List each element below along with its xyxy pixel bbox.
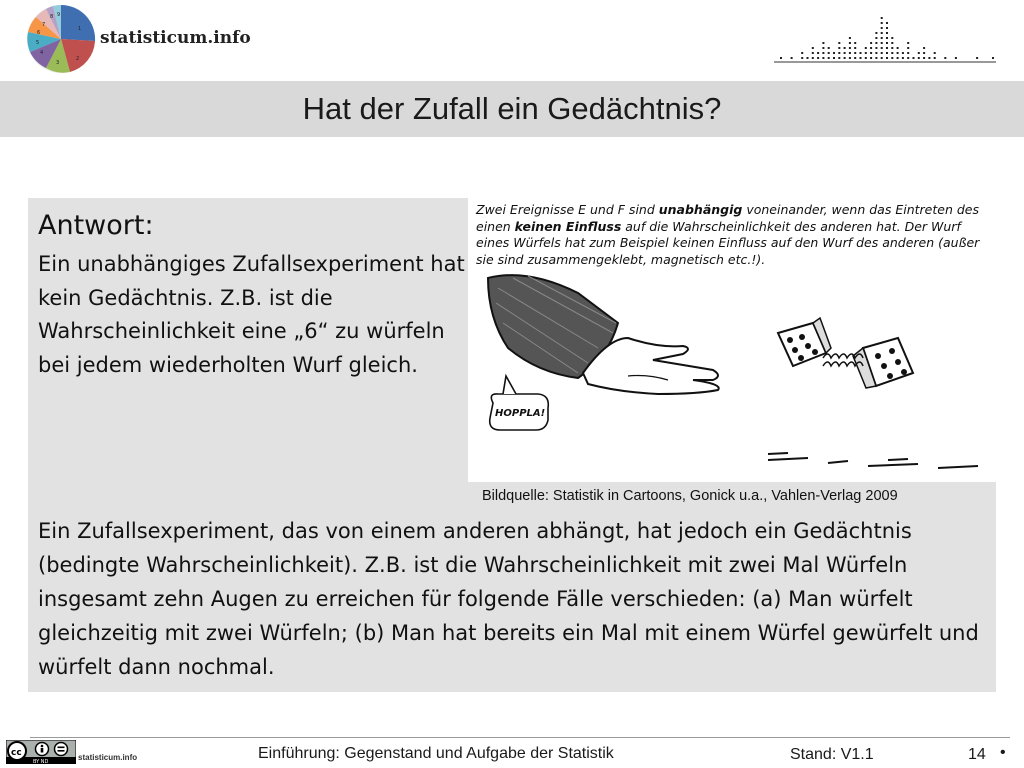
dotplot-dot: [886, 22, 888, 24]
cartoon-caption: Zwei Ereignisse E und F sind unabhängig voneinander, wenn das Eintreten des einen keinen Einfluss auf die Wahrscheinlichkeit des anderen hat. Der Wurf eines Würfels hat zum Beispiel keinen Einfluss auf den Wurf des anderen (außer sie sind zusammengeklebt, magnetisch etc.!).: [476, 202, 980, 267]
dotplot-dot: [897, 47, 899, 49]
table-strokes: [768, 453, 978, 468]
dotplot-dot: [881, 57, 883, 59]
dotplot-dot: [881, 52, 883, 54]
dotplot-dot: [875, 47, 877, 49]
answer-text: Ein unabhängiges Zufallsexperiment hat kein Gedächtnis. Z.B. ist die Wahrscheinlichkeit eine „6“ zu würfeln bei jedem wiederholten Wurf gleich.: [38, 252, 465, 377]
dotplot-dot: [870, 42, 872, 44]
dotplot-dot: [992, 57, 994, 59]
dotplot-dot: [844, 57, 846, 59]
dotplot-dot: [891, 37, 893, 39]
pie-label: 5: [36, 40, 40, 46]
dotplot-dot: [828, 47, 830, 49]
dotplot-dot: [865, 57, 867, 59]
dotplot-dot: [886, 42, 888, 44]
logo-pie-chart: [26, 4, 96, 74]
nd-icon: [55, 743, 68, 756]
footer-site-name: statisticum.info: [78, 753, 138, 762]
dotplot-dot: [870, 47, 872, 49]
dotplot-dot: [891, 57, 893, 59]
dotplot-dot: [881, 17, 883, 19]
footer-title: Einführung: Gegenstand und Aufgabe der Statistik: [258, 745, 614, 762]
dotplot-dot: [801, 57, 803, 59]
dotplot-dot: [875, 32, 877, 34]
footer-divider: [30, 737, 1010, 738]
paragraph-conditional: Ein Zufallsexperiment, das von einem anderen abhängt, hat jedoch ein Gedächtnis (bedingte Wahrscheinlichkeit). Z.B. ist die Wahrscheinlichkeit mit zwei Mal Würfeln insgesamt zehn Augen zu erreichen für folgende Fälle verschieden: (a) Man würfelt gleichzeitig mit zwei Würfeln; (b) Man hat bereits ein Mal mit einem Würfel gewürfelt und würfelt dann nochmal.: [38, 519, 979, 679]
dotplot-dot: [860, 57, 862, 59]
dotplot-dot: [886, 52, 888, 54]
dotplot-dot: [833, 52, 835, 54]
pie-label: 2: [76, 56, 80, 62]
dotplot-dot: [891, 47, 893, 49]
dotplot-dot: [875, 52, 877, 54]
site-logo-text: statisticum.info: [100, 28, 251, 48]
dotplot-dot: [955, 57, 957, 59]
dotplot-dot: [928, 57, 930, 59]
dotplot-dot: [881, 32, 883, 34]
dotplot-dot: [833, 57, 835, 59]
dice-drawing: [778, 318, 913, 388]
answer-heading: Antwort:: [38, 210, 154, 241]
dotplot-dot: [854, 57, 856, 59]
dotplot-dot: [807, 57, 809, 59]
dotplot-dot: [886, 37, 888, 39]
dotplot-dot: [886, 32, 888, 34]
dotplot-dot: [913, 57, 915, 59]
dotplot-dot: [923, 52, 925, 54]
speech-text: HOPPLA!: [495, 408, 546, 419]
dotplot-decoration: [770, 8, 1000, 68]
dotplot-dot: [801, 52, 803, 54]
page-number: 14: [968, 746, 986, 763]
dotplot-dot: [849, 57, 851, 59]
license-text: BY ND: [33, 759, 49, 764]
dotplot-dot: [822, 42, 824, 44]
footer-bullet: •: [1000, 744, 1006, 761]
dotplot-dot: [812, 57, 814, 59]
dotplot-dot: [907, 42, 909, 44]
dotplot-dot: [854, 42, 856, 44]
dotplot-dot: [918, 57, 920, 59]
dotplot-dot: [838, 52, 840, 54]
pie-label: 3: [56, 60, 60, 66]
pie-slice: [61, 5, 95, 41]
dotplot-dot: [875, 42, 877, 44]
dotplot-dot: [923, 57, 925, 59]
dotplot-dot: [812, 52, 814, 54]
dotplot-dot: [923, 47, 925, 49]
pie-label: 7: [42, 22, 46, 28]
dotplot-dot: [976, 57, 978, 59]
dotplot-dot: [844, 47, 846, 49]
dotplot-dot: [828, 57, 830, 59]
dotplot-dot: [860, 52, 862, 54]
dotplot-dot: [881, 42, 883, 44]
dotplot-dot: [934, 57, 936, 59]
cartoon-image: [468, 198, 996, 482]
dotplot-dot: [886, 57, 888, 59]
dotplot-dot: [881, 37, 883, 39]
dotplot-dot: [854, 52, 856, 54]
dotplot-dot: [891, 42, 893, 44]
dotplot-dot: [849, 52, 851, 54]
dotplot-dot: [780, 57, 782, 59]
dotplot-dot: [897, 52, 899, 54]
dotplot-dot: [934, 52, 936, 54]
dotplot-dot: [902, 52, 904, 54]
pie-label: 1: [78, 26, 82, 32]
dotplot-dot: [844, 52, 846, 54]
cc-license-badge: [6, 740, 76, 764]
pie-label: 4: [40, 50, 44, 56]
dotplot-dot: [865, 47, 867, 49]
dotplot-dot: [828, 52, 830, 54]
dotplot-dot: [849, 37, 851, 39]
dotplot-dot: [822, 47, 824, 49]
dotplot-dot: [907, 57, 909, 59]
dotplot-dot: [838, 57, 840, 59]
dotplot-dot: [897, 57, 899, 59]
dotplot-dot: [902, 57, 904, 59]
dotplot-dot: [812, 47, 814, 49]
dotplot-dot: [881, 27, 883, 29]
dotplot-dot: [944, 57, 946, 59]
cartoon-drawing: [468, 198, 996, 482]
dotplot-dot: [886, 47, 888, 49]
dotplot-dot: [838, 47, 840, 49]
dotplot-dot: [886, 27, 888, 29]
dotplot-dot: [918, 52, 920, 54]
dotplot-dot: [822, 57, 824, 59]
dotplot-dot: [870, 57, 872, 59]
dotplot-dot: [875, 57, 877, 59]
dotplot-dot: [838, 42, 840, 44]
dotplot-dot: [849, 47, 851, 49]
dotplot-dot: [907, 47, 909, 49]
dotplot-dot: [854, 47, 856, 49]
pie-label: 6: [37, 30, 41, 36]
slide-title: Hat der Zufall ein Gedächtnis?: [302, 91, 722, 126]
dotplot-dot: [817, 57, 819, 59]
dotplot-dot: [817, 52, 819, 54]
pie-label: 8: [50, 14, 54, 20]
pie-label: 9: [57, 12, 61, 18]
dotplot-dot: [881, 47, 883, 49]
dotplot-dot: [870, 52, 872, 54]
svg-text:cc: cc: [11, 748, 22, 758]
dotplot-dot: [875, 37, 877, 39]
dotplot-dot: [865, 52, 867, 54]
footer-version: Stand: V1.1: [790, 746, 874, 763]
dotplot-dot: [907, 52, 909, 54]
dotplot-dot: [891, 52, 893, 54]
dotplot-dot: [849, 42, 851, 44]
dotplot-dot: [791, 57, 793, 59]
image-credit: Bildquelle: Statistik in Cartoons, Gonick u.a., Vahlen-Verlag 2009: [482, 488, 898, 504]
dotplot-dot: [881, 22, 883, 24]
dotplot-dot: [822, 52, 824, 54]
